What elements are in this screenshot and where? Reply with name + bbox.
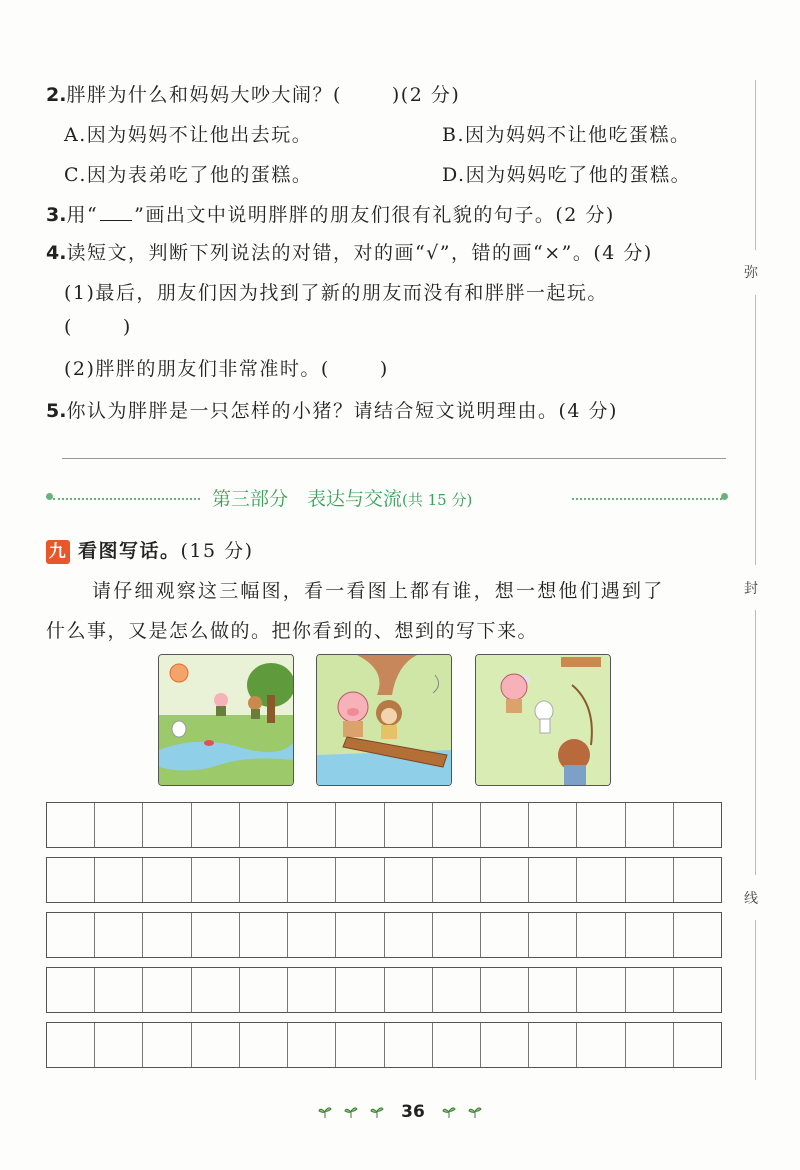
section-dot-right: [721, 493, 728, 500]
section-rule-right: [572, 498, 722, 500]
picture-2: [316, 654, 452, 786]
question-number: 3.: [46, 204, 67, 226]
task-instruction-1: 请仔细观察这三幅图，看一看图上都有谁，想一想他们遇到了: [92, 580, 665, 602]
question-5: [46, 396, 618, 423]
section-title-text: 第三部分 表达与交流: [212, 488, 403, 510]
binding-char-2: 封: [744, 581, 758, 597]
binding-line: [755, 920, 756, 1080]
sprout-icon: [468, 1106, 482, 1118]
paren-open: (: [64, 316, 73, 338]
section-title: [212, 484, 472, 511]
question-text: 你认为胖胖是一只怎样的小猪？请结合短文说明理由。(4 分): [66, 400, 618, 422]
binding-char-3: 线: [744, 891, 758, 907]
binding-line: [755, 80, 756, 250]
question-text: 读短文，判断下列说法的对错，对的画“√”，错的画“×”。(4 分): [66, 242, 653, 264]
question-score: )(2 分): [391, 84, 461, 106]
option-c: C.因为表弟吃了他的蛋糕。: [64, 164, 313, 186]
section-dot-left: [46, 493, 53, 500]
writing-grid-row[interactable]: [46, 1022, 722, 1068]
option-b: B.因为妈妈不让他吃蛋糕。: [442, 124, 691, 146]
q4-item-1-answer[interactable]: [64, 316, 132, 338]
question-number: 4.: [46, 242, 67, 264]
task-badge: 九: [46, 540, 70, 564]
task-title: 看图写话。: [78, 540, 181, 562]
sprout-icon: [442, 1106, 456, 1118]
picture-3: [475, 654, 611, 786]
section-rule-left: [53, 498, 200, 500]
writing-grid-row[interactable]: [46, 802, 722, 848]
writing-grid-row[interactable]: [46, 967, 722, 1013]
q4-item-2-text: (2)胖胖的朋友们非常准时。(: [64, 358, 330, 380]
binding-line: [755, 295, 756, 565]
sprout-icon: [344, 1106, 358, 1118]
picture-1: [158, 654, 294, 786]
binding-char-1: 弥: [744, 265, 758, 281]
task-instruction-2: 什么事，又是怎么做的。把你看到的、想到的写下来。: [46, 620, 539, 642]
page-footer: [0, 1102, 800, 1122]
option-a: A.因为妈妈不让他出去玩。: [64, 124, 313, 146]
writing-grid-row[interactable]: [46, 857, 722, 903]
divider: [62, 458, 726, 459]
section-score: (共 15 分): [402, 491, 473, 509]
underline-sample: [100, 206, 132, 221]
sprout-icon: [370, 1106, 384, 1118]
task-9-heading: [46, 536, 254, 564]
option-d: D.因为妈妈吃了他的蛋糕。: [442, 164, 692, 186]
q4-item-2: [64, 354, 389, 381]
question-number: 2.: [46, 84, 67, 106]
question-text: 胖胖为什么和妈妈大吵大闹？(: [66, 84, 342, 106]
page-number: 36: [401, 1102, 425, 1122]
task-score: (15 分): [180, 540, 254, 562]
sprout-icon: [318, 1106, 332, 1118]
binding-line: [755, 610, 756, 875]
paren-close: ): [379, 358, 389, 380]
question-3: [46, 200, 615, 227]
q4-item-1: (1)最后，朋友们因为找到了新的朋友而没有和胖胖一起玩。: [64, 282, 608, 304]
question-text: ”画出文中说明胖胖的朋友们很有礼貌的句子。(2 分): [134, 204, 615, 226]
question-number: 5.: [46, 400, 67, 422]
paren-close: ): [122, 316, 132, 338]
question-text: 用“: [66, 204, 99, 226]
question-2: [46, 80, 460, 107]
question-4: [46, 238, 653, 265]
writing-grid-row[interactable]: [46, 912, 722, 958]
